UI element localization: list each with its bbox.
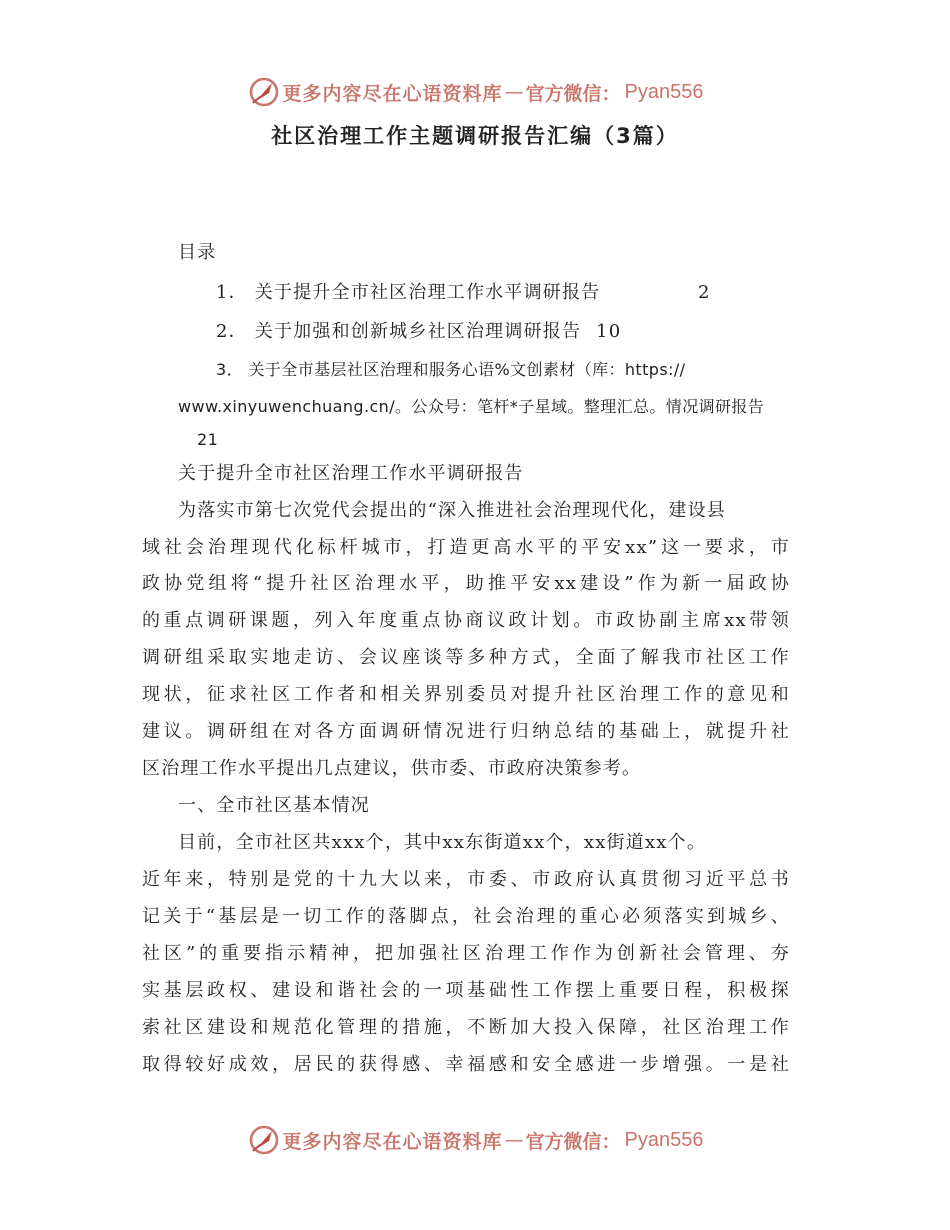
body-line: 调研组采取实地走访、会议座谈等多种方式，全面了解我市社区工作: [142, 647, 790, 668]
body-line: 实基层政权、建设和谐社会的一项基础性工作摆上重要日程，积极探: [142, 980, 790, 1001]
banner-label: 官方微信：: [525, 1130, 621, 1153]
toc-item-2[interactable]: [216, 320, 621, 344]
toc-item-3-continued: www.xinyuwenchuang.cn/。公众号：笔杆*子星域。整理汇总。情况调研报告: [178, 397, 765, 416]
banner-text: 更多内容尽在心语资料库: [282, 82, 503, 105]
quill-logo-icon: [247, 1123, 281, 1157]
body-line: 区治理工作水平提出几点建议，供市委、市政府决策参考。: [142, 758, 642, 779]
banner-dash: —: [504, 1129, 524, 1151]
body-line: 域社会治理现代化标杆城市，打造更高水平的平安xx”这一要求，市: [142, 537, 790, 558]
section-title: 关于提升全市社区治理工作水平调研报告: [178, 463, 524, 484]
toc-item-3[interactable]: [216, 358, 685, 382]
banner-text: 更多内容尽在心语资料库: [282, 1130, 503, 1153]
body-line: 为落实市第七次党代会提出的“深入推进社会治理现代化，建设县: [178, 500, 726, 521]
toc-item-1[interactable]: [216, 281, 600, 305]
body-line: 建议。调研组在对各方面调研情况进行归纳总结的基础上，就提升社: [142, 721, 790, 742]
body-line: 记关于“基层是一切工作的落脚点，社会治理的重心必须落实到城乡、: [142, 906, 790, 927]
toc-item-text: 关于全市基层社区治理和服务心语%文创素材（库：https://: [248, 360, 686, 379]
toc-item-number: 1．: [216, 282, 248, 303]
body-line: 现状，征求社区工作者和相关界别委员对提升社区治理工作的意见和: [142, 684, 790, 705]
footer-watermark-banner: [0, 1120, 950, 1160]
banner-dash: —: [504, 81, 524, 103]
body-line: 的重点调研课题，列入年度重点协商议政计划。市政协副主席xx带领: [142, 610, 790, 631]
body-line: 目前，全市社区共xxx个，其中xx东街道xx个，xx街道xx个。: [178, 832, 707, 853]
body-line: 近年来，特别是党的十九大以来，市委、市政府认真贯彻习近平总书: [142, 869, 790, 890]
banner-label: 官方微信：: [525, 82, 621, 105]
toc-item-page: 10: [596, 321, 622, 342]
toc-item-page: 21: [197, 430, 219, 449]
body-line: 取得较好成效，居民的获得感、幸福感和安全感进一步增强。一是社: [142, 1054, 790, 1075]
body-line: 索社区建设和规范化管理的措施，不断加大投入保障，社区治理工作: [142, 1017, 790, 1038]
document-title: 社区治理工作主题调研报告汇编（3篇）: [271, 124, 679, 148]
toc-item-text: 关于加强和创新城乡社区治理调研报告: [254, 321, 582, 342]
body-line: 政协党组将“提升社区治理水平，助推平安xx建设”作为新一届政协: [142, 573, 790, 594]
header-watermark-banner: [0, 72, 950, 112]
quill-logo-icon: [247, 75, 281, 109]
toc-item-number: 2．: [216, 321, 248, 342]
toc-item-page: 2: [698, 282, 711, 303]
toc-item-number: 3．: [216, 360, 243, 379]
section-heading: 一、全市社区基本情况: [178, 795, 370, 816]
banner-wechat-id: Pyan556: [624, 1128, 704, 1151]
body-line: 社区”的重要指示精神，把加强社区治理工作作为创新社会管理、夯: [142, 943, 790, 964]
toc-item-text: 关于提升全市社区治理工作水平调研报告: [254, 282, 601, 303]
banner-wechat-id: Pyan556: [624, 80, 704, 103]
toc-heading: 目录: [178, 242, 217, 263]
